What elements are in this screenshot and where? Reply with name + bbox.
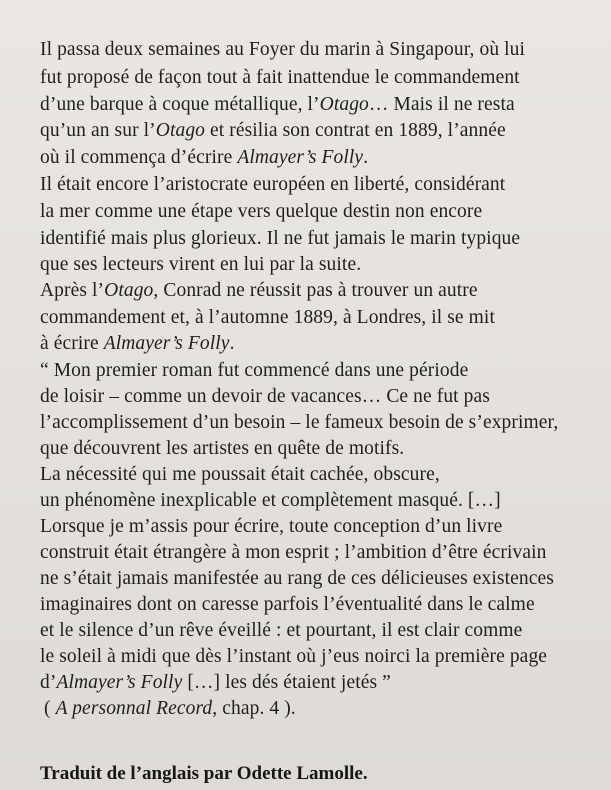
text-line [40, 567, 554, 591]
text-line [40, 173, 505, 197]
text-segment: que découvrent les artistes en quête de motifs. [40, 438, 405, 459]
text-segment: d’une barque à coque métallique, l’ [40, 94, 320, 115]
text-segment: d’ [40, 672, 57, 693]
text-line [40, 437, 404, 461]
text-line [40, 593, 535, 617]
text-segment: imaginaires dont on caresse parfois l’éventualité dans le calme [40, 594, 535, 615]
text-line [40, 332, 235, 356]
text-segment: Il était encore l’aristocrate européen en liberté, considérant [40, 174, 506, 195]
text-line [40, 385, 490, 409]
text-segment: … Mais il ne resta [368, 94, 515, 115]
text-line [40, 119, 506, 143]
text-line [40, 227, 520, 251]
text-segment: commandement et, à l’automne 1889, à Londres, il se mit [40, 307, 495, 328]
text-segment: . [363, 147, 369, 168]
text-line [40, 200, 482, 224]
text-line [44, 697, 296, 721]
text-segment: à écrire [40, 333, 104, 354]
text-line [40, 463, 440, 487]
italic-title: Almayer’s Folly [237, 147, 364, 168]
text-segment: la mer comme une étape vers quelque destin non encore [40, 201, 483, 222]
text-line [40, 66, 520, 90]
text-segment: ne s’était jamais manifestée au rang de ces délicieuses existences [40, 568, 554, 589]
text-line [40, 359, 468, 383]
text-line [40, 619, 522, 643]
text-segment: , chap. 4 ). [212, 698, 296, 719]
text-line [40, 645, 547, 669]
text-line [40, 515, 502, 539]
italic-title: Otago [104, 280, 154, 301]
text-line [40, 489, 501, 513]
italic-title: Almayer’s Folly [103, 333, 230, 354]
italic-title: A personnal Record [55, 698, 213, 719]
text-segment: Lorsque je m’assis pour écrire, toute conception d’un livre [40, 516, 503, 537]
text-segment: construit était étrangère à mon esprit ; l’ambition d’être écrivain [40, 542, 547, 563]
text-segment: un phénomène inexplicable et complètement masqué. […] [40, 490, 501, 511]
text-line [40, 253, 361, 277]
text-segment: , Conrad ne réussit pas à trouver un autre [153, 280, 478, 301]
text-segment: Après l’ [40, 280, 105, 301]
text-line [40, 541, 546, 565]
text-segment: Il passa deux semaines au Foyer du marin à Singapour, où lui [40, 39, 526, 60]
italic-title: Otago [155, 120, 206, 141]
italic-title: Almayer’s Folly [56, 672, 183, 693]
text-line [40, 38, 525, 62]
text-segment: où il commença d’écrire [40, 147, 238, 168]
text-line [40, 146, 368, 170]
text-segment: identifié mais plus glorieux. Il ne fut jamais le marin typique [40, 228, 521, 249]
text-line [40, 279, 478, 303]
text-segment: ( [44, 698, 56, 719]
text-line [40, 93, 515, 117]
text-segment: La nécessité qui me poussait était cachée, obscure, [40, 464, 440, 485]
translator-credit: Traduit de l’anglais par Odette Lamolle. [40, 763, 368, 784]
text-line [40, 306, 495, 330]
text-segment: que ses lecteurs virent en lui par la suite. [40, 254, 362, 275]
italic-title: Otago [319, 94, 369, 115]
text-segment: de loisir – comme un devoir de vacances… Ce ne fut pas [40, 386, 490, 407]
text-segment: “ Mon premier roman fut commencé dans une période [40, 360, 469, 381]
text-segment: et le silence d’un rêve éveillé : et pourtant, il est clair comme [40, 620, 523, 641]
text-segment: le soleil à midi que dès l’instant où j’eus noirci la première page [40, 646, 548, 667]
text-segment: . [229, 333, 235, 354]
text-segment: et résilia son contrat en 1889, l’année [205, 120, 506, 141]
text-line [40, 671, 391, 695]
text-segment: qu’un an sur l’ [40, 120, 156, 141]
text-segment: fut proposé de façon tout à fait inattendue le commandement [40, 67, 520, 88]
text-segment: […] les dés étaient jetés ” [182, 672, 391, 693]
text-line [40, 411, 558, 435]
text-segment: l’accomplissement d’un besoin – le fameux besoin de s’exprimer, [40, 412, 559, 433]
